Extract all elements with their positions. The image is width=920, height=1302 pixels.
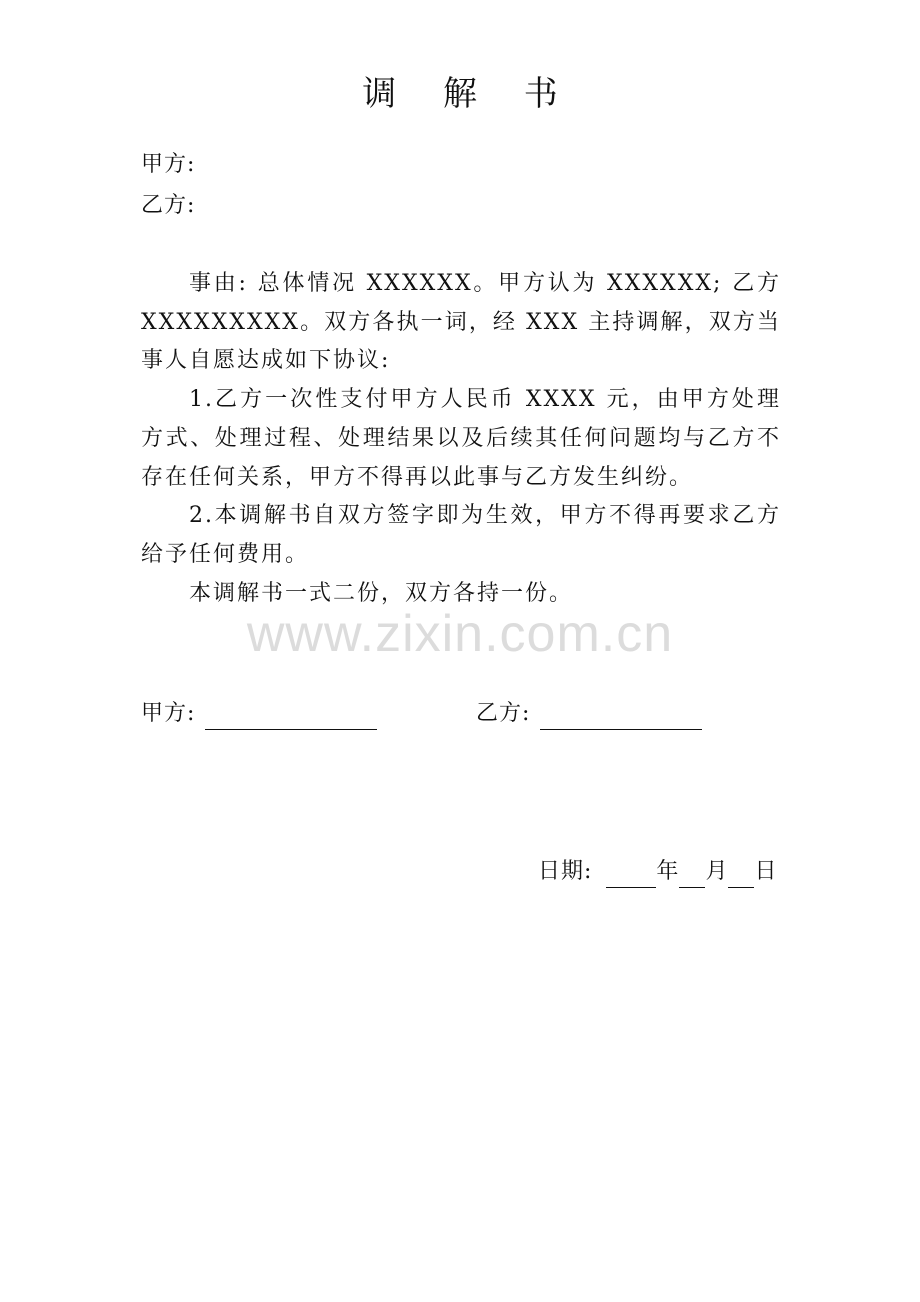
paragraph-copies: 本调解书一式二份，双方各持一份。 bbox=[189, 580, 574, 606]
date-year-unit: 年 bbox=[656, 859, 680, 884]
paragraph-reason: 事由: 总体情况 XXXXXX。甲方认为 XXXXXX; 乙方 XXXXXXXXX。双方各执一词，经 XXX 主持调解，双方当事人自愿达成如下协议: bbox=[141, 271, 781, 374]
document-title: 调 解 书 bbox=[362, 74, 576, 114]
date-line bbox=[538, 856, 777, 888]
party-b-signature-line[interactable] bbox=[540, 705, 702, 730]
date-month-unit: 月 bbox=[705, 859, 729, 884]
party-b-line: 乙方: bbox=[141, 193, 196, 218]
date-day-blank[interactable] bbox=[728, 863, 754, 888]
document-body bbox=[141, 265, 781, 613]
party-a-signature-label: 甲方: bbox=[141, 701, 196, 726]
party-b-signature bbox=[476, 698, 702, 730]
watermark: www.zixin.com.cn bbox=[246, 605, 674, 663]
paragraph-clause-2: 2.本调解书自双方签字即为生效，甲方不得再要求乙方给予任何费用。 bbox=[141, 503, 781, 567]
party-a-signature bbox=[141, 698, 377, 730]
date-month-blank[interactable] bbox=[679, 863, 705, 888]
party-a-line: 甲方: bbox=[141, 152, 196, 177]
paragraph-clause-1: 1.乙方一次性支付甲方人民币 XXXX 元，由甲方处理方式、处理过程、处理结果以及后续其任何问题均与乙方不存在任何关系，甲方不得再以此事与乙方发生纠纷。 bbox=[141, 387, 781, 490]
date-day-unit: 日 bbox=[754, 859, 778, 884]
party-b-signature-label: 乙方: bbox=[476, 701, 531, 726]
date-year-blank[interactable] bbox=[606, 863, 656, 888]
party-a-signature-line[interactable] bbox=[205, 705, 377, 730]
date-label: 日期: bbox=[538, 859, 593, 884]
